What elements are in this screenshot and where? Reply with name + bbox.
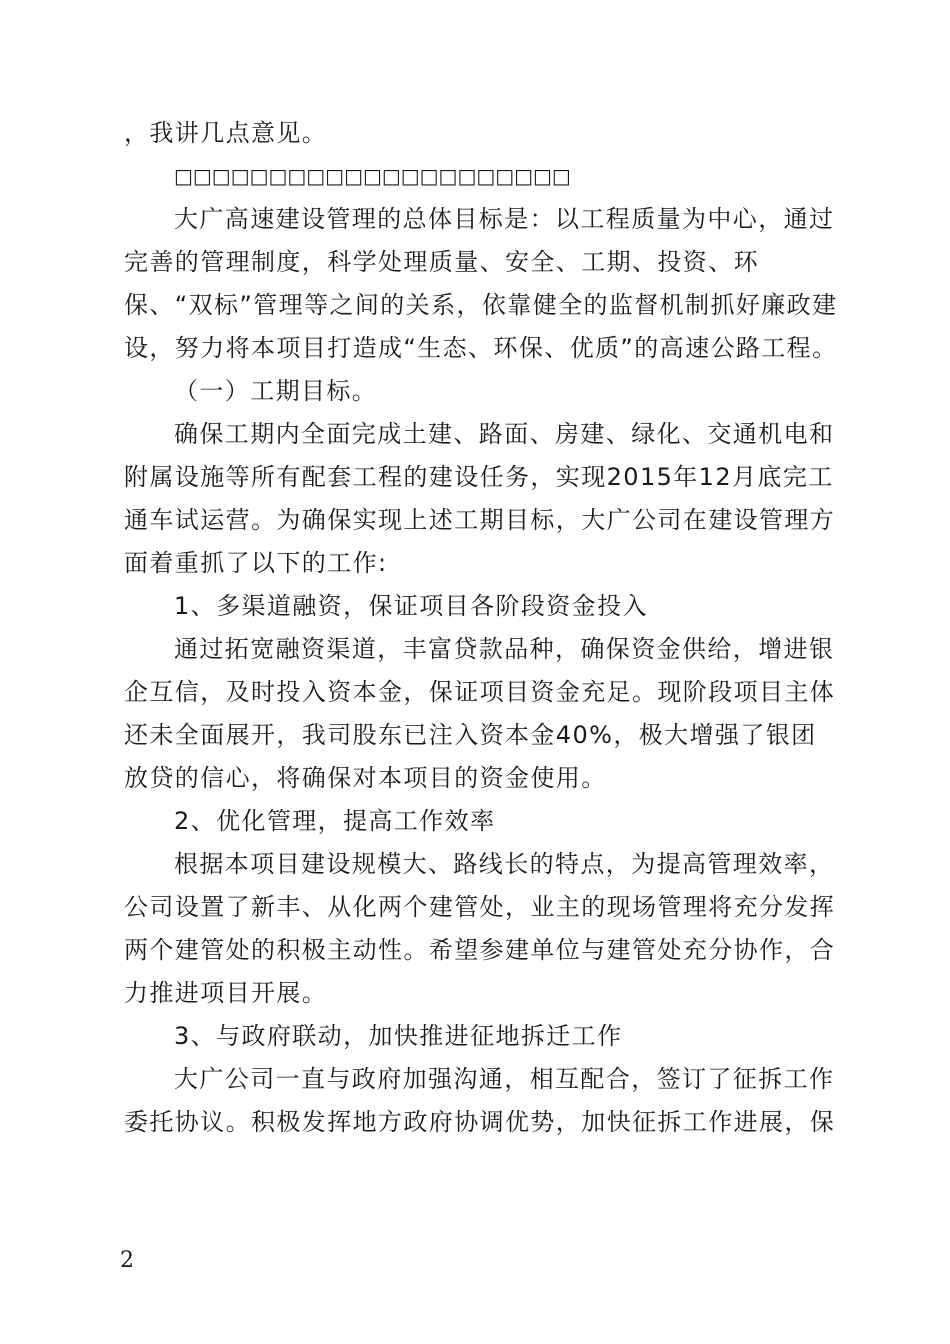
page-number: 2	[120, 1248, 134, 1273]
document-body	[124, 112, 840, 1144]
paragraph-financing: 通过拓宽融资渠道，丰富贷款品种，确保资金供给，增进银企互信，及时投入资本金，保证项目资金充足。现阶段项目主体还未全面展开，我司股东已注入资本金40%，极大增强了银团放贷的信心，将确保对本项目的资金使用。	[124, 635, 836, 792]
paragraph-schedule-goal: 确保工期内全面完成土建、路面、房建、绿化、交通机电和附属设施等所有配套工程的建设任务，实现2015年12月底完工通车试运营。为确保实现上述工期目标，大广公司在建设管理方面着重抓了以下的工作:	[124, 420, 836, 577]
paragraph-garbled-heading: □□□□□□□□□□□□□□□□□□□□□	[174, 164, 571, 188]
subheading-government: 3、与政府联动，加快推进征地拆迁工作	[174, 1022, 623, 1050]
paragraph-government: 大广公司一直与政府加强沟通，相互配合，签订了征拆工作委托协议。积极发挥地方政府协调优势，加快征拆工作进展，保	[124, 1065, 836, 1136]
paragraph-overall-goal: 大广高速建设管理的总体目标是：以工程质量为中心，通过完善的管理制度，科学处理质量、安全、工期、投资、环保、“双标”管理等之间的关系，依靠健全的监督机制抓好廉政建设，努力将本项目打造成“生态、环保、优质”的高速公路工程。	[124, 205, 838, 362]
paragraph-intro: ，我讲几点意见。	[124, 119, 328, 147]
paragraph-management: 根据本项目建设规模大、路线长的特点，为提高管理效率，公司设置了新丰、从化两个建管处，业主的现场管理将充分发挥两个建管处的积极主动性。希望参建单位与建管处充分协作，合力推进项目开展。	[124, 850, 836, 1007]
subheading-financing: 1、多渠道融资，保证项目各阶段资金投入	[174, 592, 648, 620]
section-heading-schedule-goal: （一）工期目标。	[174, 377, 378, 405]
subheading-management: 2、优化管理，提高工作效率	[174, 807, 496, 835]
